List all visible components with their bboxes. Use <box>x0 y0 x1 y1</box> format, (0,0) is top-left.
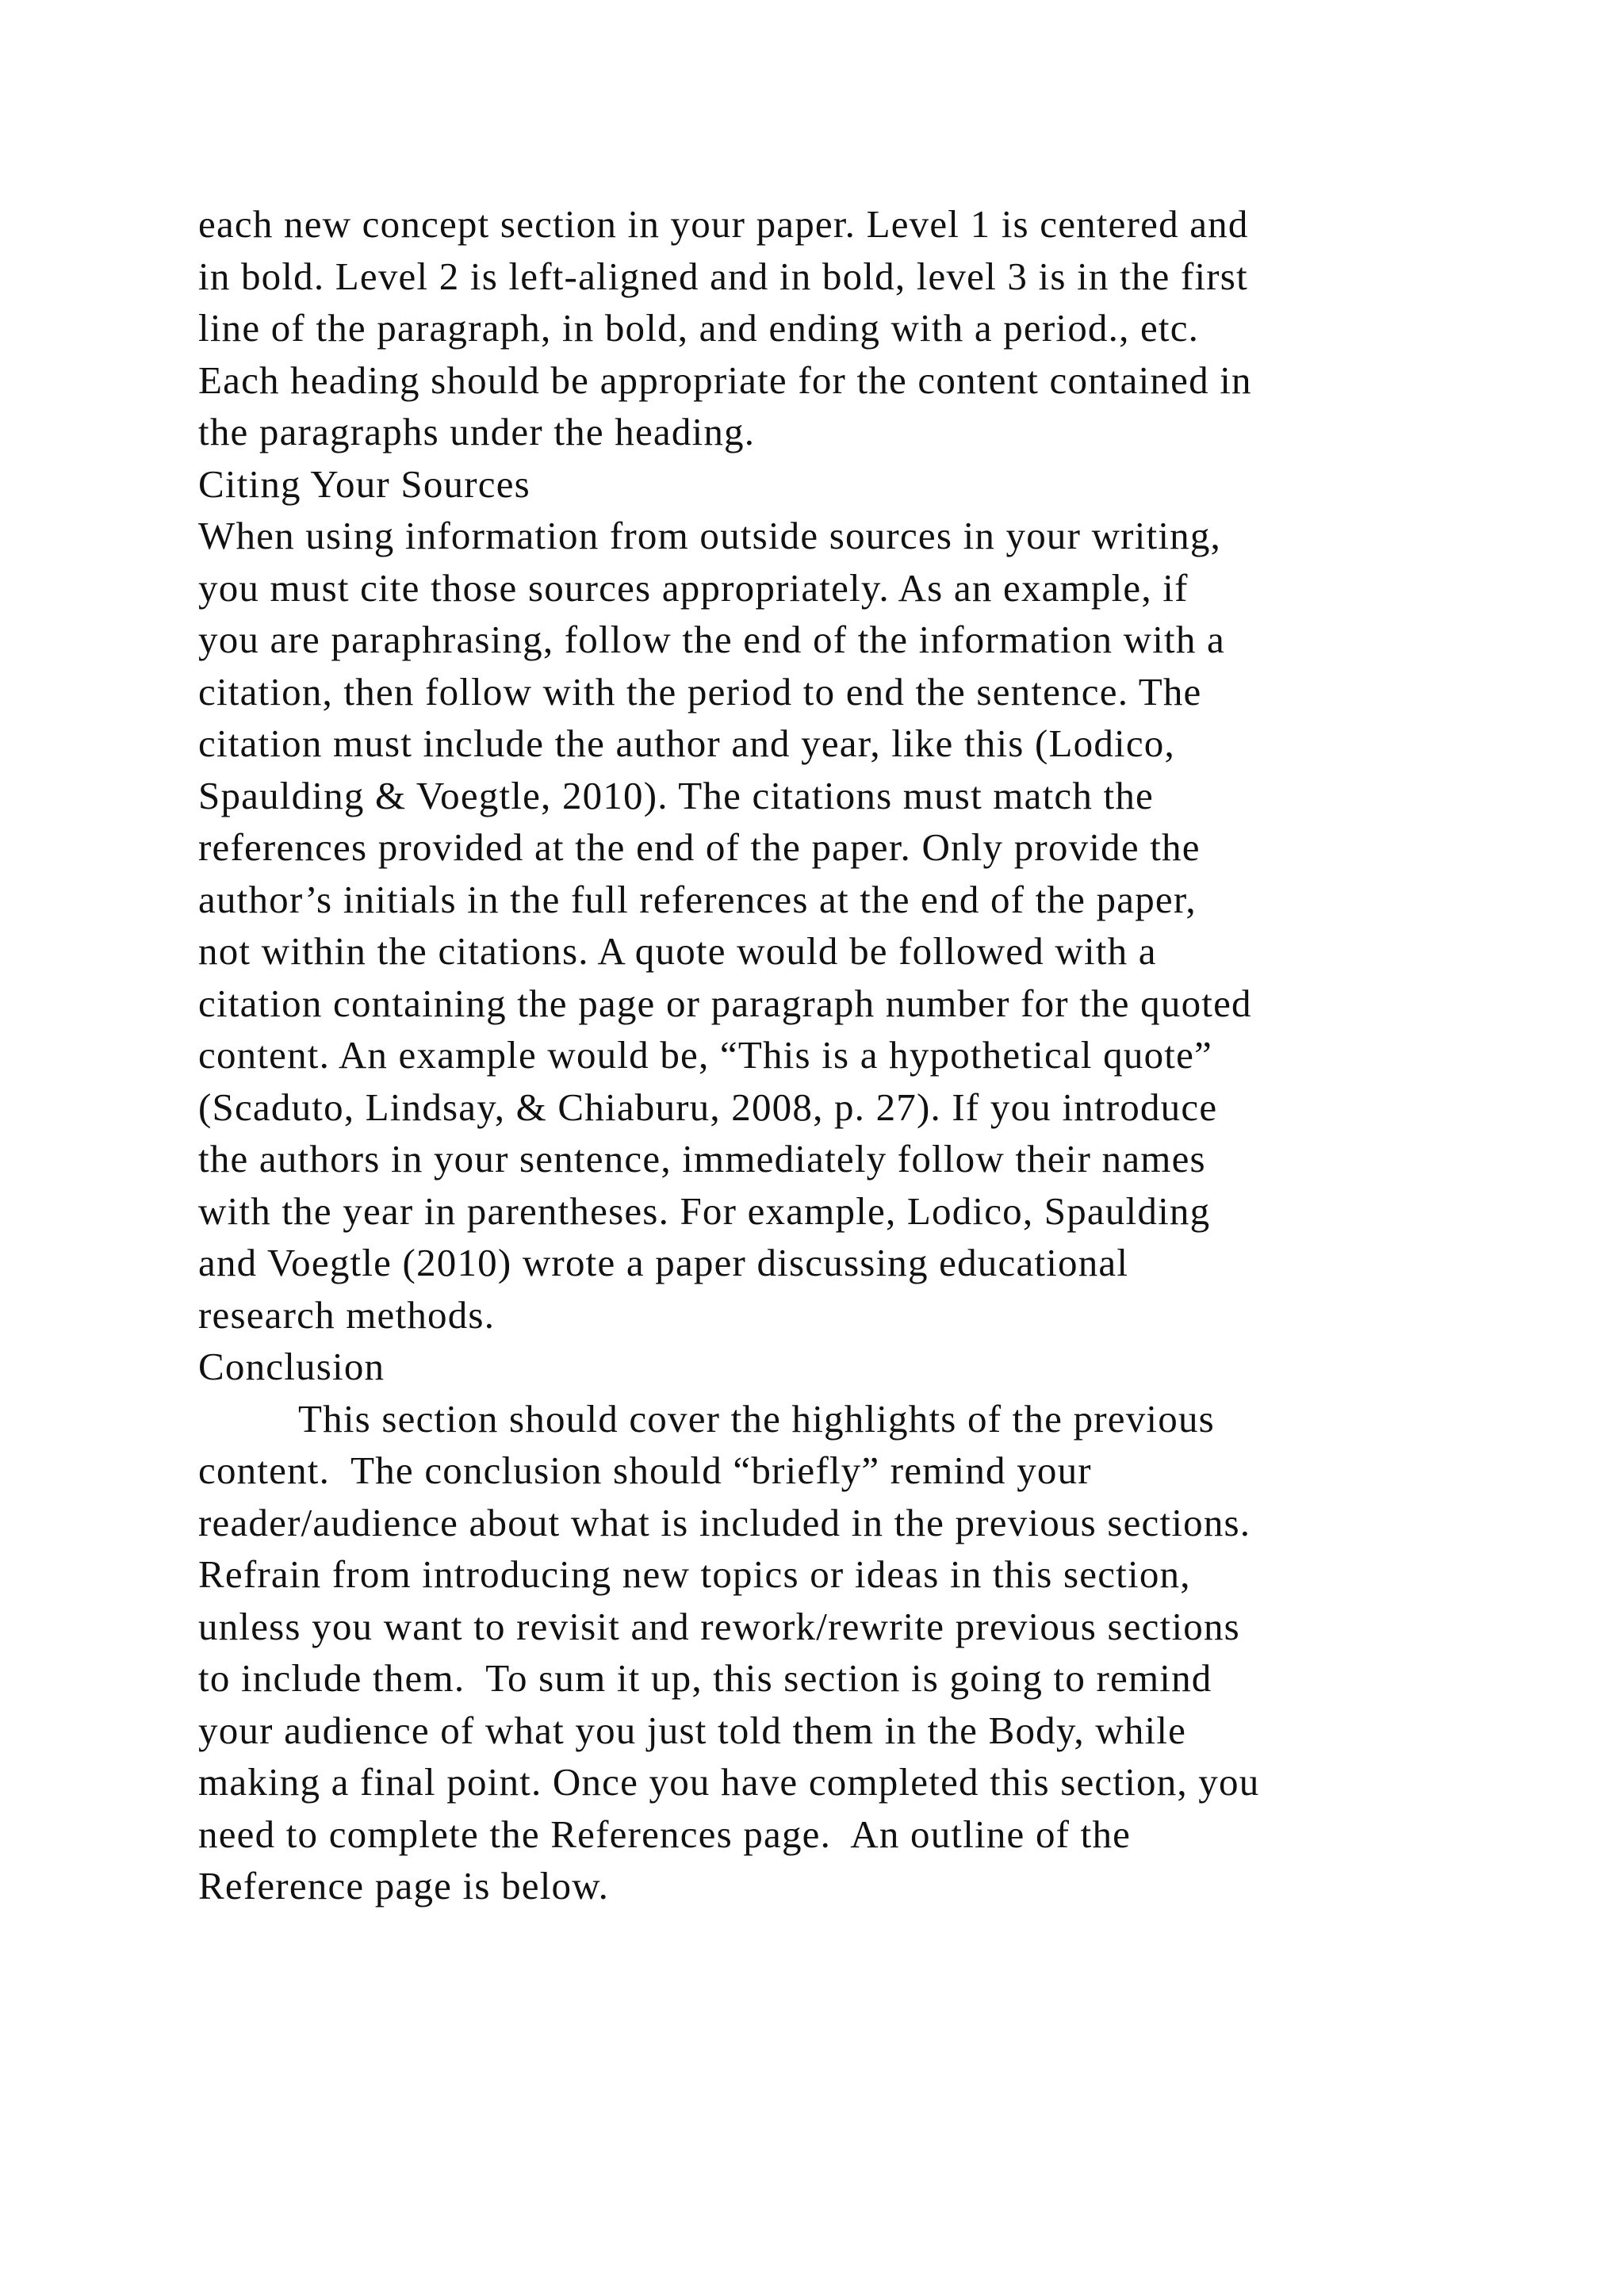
text-line: reader/audience about what is included in the previous sections. <box>198 1500 1251 1544</box>
text-line: Reference page is below. <box>198 1864 610 1908</box>
text-line: Spaulding & Voegtle, 2010). The citations must match the <box>198 773 1154 817</box>
text-line: not within the citations. A quote would be followed with a <box>198 929 1157 973</box>
text-line: references provided at the end of the paper. Only provide the <box>198 825 1201 869</box>
text-line: citation must include the author and year, like this (Lodico, <box>198 721 1175 765</box>
text-line: citation containing the page or paragraph number for the quoted <box>198 981 1252 1025</box>
text-line: content. An example would be, “This is a hypothetical quote” <box>198 1033 1212 1077</box>
text-line: in bold. Level 2 is left-aligned and in bold, level 3 is in the first <box>198 254 1248 298</box>
paragraph-conclusion <box>198 1393 1467 1912</box>
paragraph-headings-description <box>198 198 1467 458</box>
document-body <box>198 198 1467 1912</box>
text-line: each new concept section in your paper. Level 1 is centered and <box>198 202 1249 246</box>
text-line: research methods. <box>198 1292 496 1337</box>
text-line: Refrain from introducing new topics or ideas in this section, <box>198 1552 1191 1596</box>
text-line: line of the paragraph, in bold, and ending with a period., etc. <box>198 306 1200 350</box>
text-line: to include them. To sum it up, this section is going to remind <box>198 1656 1212 1700</box>
text-line: your audience of what you just told them in the Body, while <box>198 1708 1187 1752</box>
text-line: unless you want to revisit and rework/rewrite previous sections <box>198 1604 1240 1648</box>
text-line: When using information from outside sources in your writing, <box>198 514 1221 557</box>
text-line: content. The conclusion should “briefly” remind your <box>198 1448 1092 1492</box>
text-line: with the year in parentheses. For example, Lodico, Spaulding <box>198 1188 1211 1233</box>
text-line: the paragraphs under the heading. <box>198 410 756 453</box>
text-line: you must cite those sources appropriately. As an example, if <box>198 565 1189 610</box>
heading-citing-your-sources: Citing Your Sources <box>198 461 530 506</box>
text-line: the authors in your sentence, immediately follow their names <box>198 1137 1206 1181</box>
text-line: author’s initials in the full references at the end of the paper, <box>198 877 1197 921</box>
text-line: and Voegtle (2010) wrote a paper discussing educational <box>198 1241 1129 1284</box>
text-line: you are paraphrasing, follow the end of the information with a <box>198 618 1225 661</box>
paragraph-citing-sources <box>198 510 1467 1341</box>
text-line: making a final point. Once you have completed this section, you <box>198 1760 1260 1804</box>
text-line: citation, then follow with the period to end the sentence. The <box>198 669 1202 714</box>
text-line: Each heading should be appropriate for the content contained in <box>198 358 1252 402</box>
text-line: (Scaduto, Lindsay, & Chiaburu, 2008, p. 27). If you introduce <box>198 1085 1218 1129</box>
heading-conclusion: Conclusion <box>198 1345 385 1388</box>
text-line: This section should cover the highlights of the previous <box>298 1396 1215 1441</box>
text-line: need to complete the References page. An outline of the <box>198 1812 1132 1856</box>
